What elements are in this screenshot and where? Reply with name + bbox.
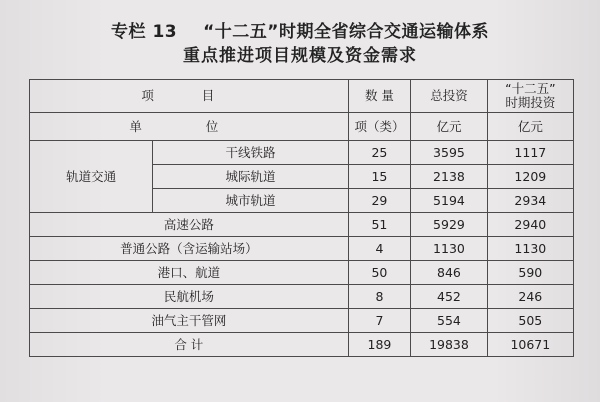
row-quantity: 4: [348, 237, 411, 261]
row-quantity: 50: [348, 261, 411, 285]
rail-group-label: 轨道交通: [30, 141, 153, 213]
row-quantity: 51: [348, 213, 411, 237]
header-period-line-1: “十二五”: [505, 81, 556, 96]
row-quantity: 8: [348, 285, 411, 309]
header-quantity: 数 量: [348, 80, 411, 113]
table-title: [40, 20, 560, 68]
row-period: 1130: [487, 237, 573, 261]
row-name: 城际轨道: [153, 165, 348, 189]
row-period: 1117: [487, 141, 573, 165]
title-line-1: [40, 20, 560, 44]
row-period: 505: [487, 309, 573, 333]
row-total: 3595: [411, 141, 487, 165]
header-total-investment: 总投资: [411, 80, 487, 113]
column-number: 专栏 13: [111, 22, 178, 42]
row-total: 5929: [411, 213, 487, 237]
total-quantity: 189: [348, 333, 411, 357]
header-period-line-2: 时期投资: [505, 95, 556, 110]
row-total: 5194: [411, 189, 487, 213]
row-period: 246: [487, 285, 573, 309]
table-row: [30, 141, 574, 165]
table-row: [30, 285, 574, 309]
row-quantity: 15: [348, 165, 411, 189]
row-period: 2934: [487, 189, 573, 213]
table-row: [30, 261, 574, 285]
total-period-sum: 10671: [487, 333, 573, 357]
table-row: [30, 237, 574, 261]
title-text-1: “十二五”时期全省综合交通运输体系: [203, 22, 489, 42]
row-period: 1209: [487, 165, 573, 189]
row-total: 554: [411, 309, 487, 333]
investment-table: [29, 79, 574, 357]
row-name: 普通公路（含运输站场）: [30, 237, 349, 261]
table-row: [30, 309, 574, 333]
header-item: 项 目: [30, 80, 349, 113]
row-quantity: 7: [348, 309, 411, 333]
row-total: 1130: [411, 237, 487, 261]
row-total: 2138: [411, 165, 487, 189]
unit-row: [30, 113, 574, 141]
row-name: 干线铁路: [153, 141, 348, 165]
unit-period: 亿元: [487, 113, 573, 141]
total-investment-sum: 19838: [411, 333, 487, 357]
row-quantity: 29: [348, 189, 411, 213]
total-row: [30, 333, 574, 357]
row-total: 452: [411, 285, 487, 309]
table-row: [30, 213, 574, 237]
unit-total: 亿元: [411, 113, 487, 141]
unit-quantity: 项（类）: [348, 113, 411, 141]
row-name: 城市轨道: [153, 189, 348, 213]
row-name: 油气主干管网: [30, 309, 349, 333]
total-label: 合 计: [30, 333, 349, 357]
title-line-2: 重点推进项目规模及资金需求: [183, 46, 417, 66]
row-period: 2940: [487, 213, 573, 237]
row-name: 港口、航道: [30, 261, 349, 285]
row-total: 846: [411, 261, 487, 285]
header-period-investment: [487, 80, 573, 113]
unit-label: 单 位: [30, 113, 349, 141]
row-name: 民航机场: [30, 285, 349, 309]
row-name: 高速公路: [30, 213, 349, 237]
header-row: [30, 80, 574, 113]
row-quantity: 25: [348, 141, 411, 165]
row-period: 590: [487, 261, 573, 285]
